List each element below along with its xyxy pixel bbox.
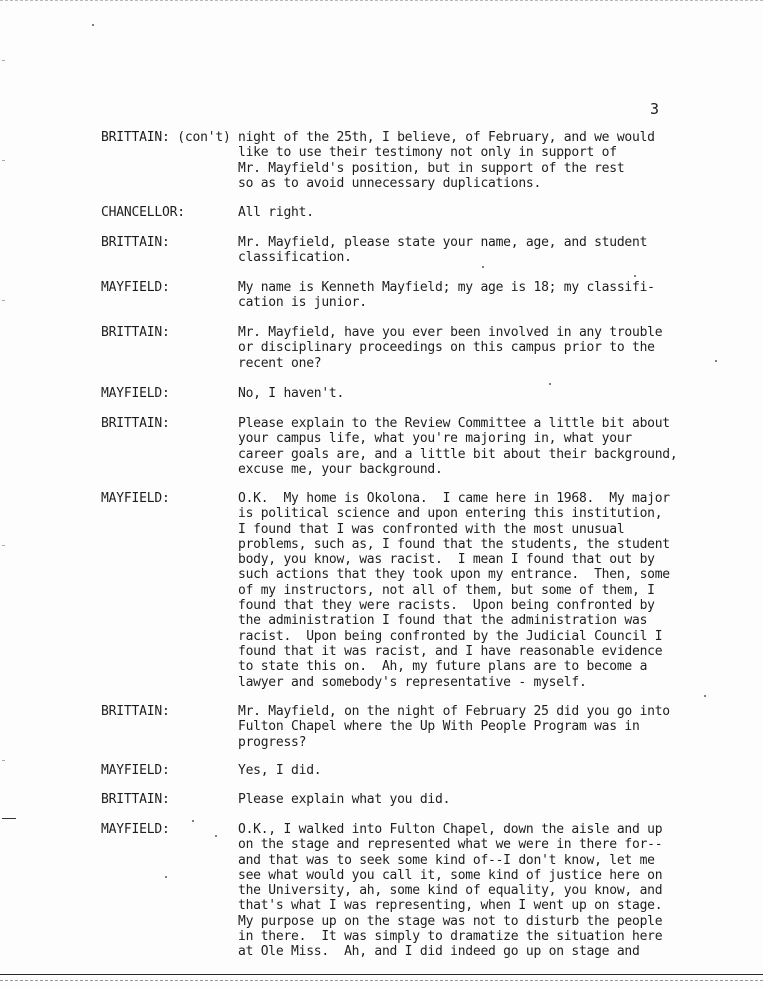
scan-edge-mark bbox=[2, 300, 5, 301]
speaker-label: BRITTAIN: bbox=[101, 792, 170, 807]
speech-text: Please explain to the Review Committee a little bit about your campus life, what you're majoring in, what your career goals are, and a little bit about their background, excuse me, your background. bbox=[238, 416, 678, 477]
speaker-label: MAYFIELD: bbox=[101, 386, 170, 401]
top-edge-border bbox=[0, 0, 763, 4]
page-bottom-edge bbox=[0, 980, 763, 981]
speaker-label: MAYFIELD: bbox=[101, 491, 170, 506]
speech-text: Please explain what you did. bbox=[238, 792, 451, 807]
speech-text: O.K., I walked into Fulton Chapel, down the aisle and up on the stage and represented what we were in there for-- and that was to seek some kind of--I don't know, let me see what would you call it, some kind of justice here on the University, ah, some kind of equality, you know, and that's what I was representing, when I went up on stage. My purpose up on the stage was not to disturb the people in there. It was simply to dramatize the situation here at Ole Miss. Ah, and I did indeed go up on stage and bbox=[238, 822, 663, 960]
speech-text: My name is Kenneth Mayfield; my age is 18; my classifi- cation is junior. bbox=[238, 280, 655, 311]
speaker-label: BRITTAIN: bbox=[101, 325, 170, 340]
speaker-label: BRITTAIN: (con't) bbox=[101, 130, 231, 145]
speaker-label: MAYFIELD: bbox=[101, 280, 170, 295]
scan-speck bbox=[215, 835, 217, 837]
speech-text: O.K. My home is Okolona. I came here in 1968. My major is political science and upon entering this institution, I found that I was confronted with the most unusual problems, such as, I found that the students, the student body, you know, was racist. I mean I found that out by such actions that they took upon my entrance. Then, some of my instructors, not all of them, but some of them, I found that they were racists. Upon being confronted by the administration I found that the administration was racist. Upon being confronted by the Judicial Council I found that it was racist, and I have reasonable evidence to state this on. Ah, my future plans are to become a lawyer and somebody's representative - myself. bbox=[238, 491, 670, 690]
speaker-label: CHANCELLOR: bbox=[101, 205, 185, 220]
scan-edge-mark bbox=[2, 818, 16, 819]
speech-text: Mr. Mayfield, have you ever been involved in any trouble or disciplinary proceedings on this campus prior to the recent one? bbox=[238, 325, 663, 371]
speaker-label: BRITTAIN: bbox=[101, 235, 170, 250]
scan-edge-mark bbox=[2, 760, 5, 761]
scan-speck bbox=[634, 275, 636, 277]
speech-text: Yes, I did. bbox=[238, 763, 322, 778]
scan-speck bbox=[715, 360, 717, 362]
speech-text: night of the 25th, I believe, of February, and we would like to use their testimony not only in support of Mr. Mayfield's position, but in support of the rest so as to avoid unnecessary duplications. bbox=[238, 130, 655, 191]
scan-edge-mark bbox=[2, 545, 5, 546]
speech-text: Mr. Mayfield, please state your name, age, and student classification. bbox=[238, 235, 648, 266]
speaker-label: BRITTAIN: bbox=[101, 416, 170, 431]
scan-speck bbox=[549, 383, 551, 385]
page-bottom-rule bbox=[0, 974, 763, 975]
speaker-label: BRITTAIN: bbox=[101, 704, 170, 719]
scan-speck bbox=[192, 820, 194, 822]
speech-text: All right. bbox=[238, 205, 314, 220]
page-number: 3 bbox=[650, 100, 660, 118]
scan-edge-mark bbox=[2, 60, 5, 61]
scan-speck bbox=[482, 266, 484, 268]
scan-speck bbox=[92, 24, 94, 26]
scan-edge-mark bbox=[2, 160, 5, 161]
speaker-label: MAYFIELD: bbox=[101, 822, 170, 837]
speaker-label: MAYFIELD: bbox=[101, 763, 170, 778]
scan-speck bbox=[704, 695, 706, 697]
scan-speck bbox=[165, 876, 167, 878]
speech-text: Mr. Mayfield, on the night of February 25 did you go into Fulton Chapel where the Up With People Program was in progress? bbox=[238, 704, 670, 750]
speech-text: No, I haven't. bbox=[238, 386, 345, 401]
